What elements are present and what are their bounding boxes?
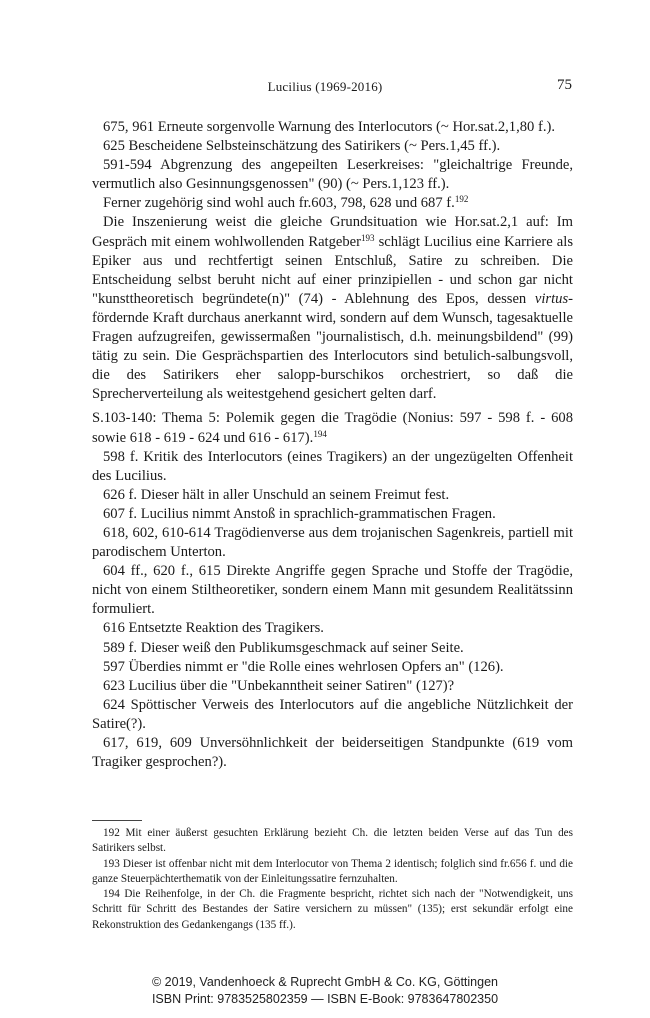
body-paragraph	[92, 505, 573, 524]
paragraph-text: 626 f. Dieser hält in aller Unschuld an seinem Freimut fest.	[103, 486, 450, 503]
body-paragraph	[92, 213, 573, 404]
paragraph-text: Ferner zugehörig sind wohl auch fr.603, 798, 628 und 687 f.	[103, 195, 455, 212]
body-paragraph	[92, 118, 573, 137]
paragraph-text: 623 Lucilius über die "Unbekanntheit seiner Satiren" (127)?	[103, 677, 455, 694]
paragraph-text: S.103-140: Thema 5: Polemik gegen die Tragödie (Nonius: 597 - 598 f. - 608 sowie 618 - 619 - 624 und 616 - 617).	[92, 410, 573, 446]
paragraph-text: 597 Überdies nimmt er "die Rolle eines wehrlosen Opfers an" (126).	[103, 658, 504, 675]
paragraph-text: schlägt Lucilius eine Karriere als Epiker aus und rechtfertigt seinen Entschluß, Satire zu schreiben. Die Entscheidung selbst beruht nicht auf einer prinzipiellen - und schon gar nicht "kunsttheoretisch begründete(n)" (74) - Ablehnung des Epos, dessen	[92, 233, 573, 307]
paragraph-text: 625 Bescheidene Selbsteinschätzung des Satirikers (~ Pers.1,45 ff.).	[103, 138, 501, 155]
paragraph-text: 624 Spöttischer Verweis des Interlocutors auf die angebliche Nützlichkeit der Satire(?).	[92, 696, 573, 732]
body-paragraph	[92, 137, 573, 156]
footnote-marker: 193	[361, 232, 375, 243]
body-paragraph	[92, 734, 573, 772]
paragraph-text: 617, 619, 609 Unversöhnlichkeit der beiderseitigen Standpunkte (619 vom Tragiker gesprochen?).	[92, 735, 573, 771]
paragraph-text: 589 f. Dieser weiß den Publikumsgeschmack auf seiner Seite.	[103, 639, 464, 656]
paragraph-text: 607 f. Lucilius nimmt Anstoß in sprachlich-grammatischen Fragen.	[103, 505, 496, 522]
copyright-notice	[0, 974, 650, 1008]
paragraph-text: 598 f. Kritik des Interlocutors (eines Tragikers) an der ungezügelten Offenheit des Lucilius.	[92, 448, 573, 484]
body-paragraph	[92, 194, 573, 213]
footnote-separator	[92, 820, 142, 821]
paragraph-text: Die Inszenierung weist die gleiche Grundsituation wie Hor.sat.2,1 auf: Im Gespräch mit einem wohlwollenden Ratgeber	[92, 214, 573, 250]
body-paragraph	[92, 486, 573, 505]
body-paragraph	[92, 658, 573, 677]
footnote: 194 Die Reihenfolge, in der Ch. die Fragmente bespricht, richtet sich nach der "Notwendigkeit, uns Schritt für Schritt des Bestandes der Satire versichern zu müssen" (135); erst sekundär erfolgt eine Rekonstruktion des Gedankengangs (135 ff.).	[92, 888, 573, 931]
footnote-marker: 194	[313, 428, 327, 439]
paragraph-text: 675, 961 Erneute sorgenvolle Warnung des Interlocutors (~ Hor.sat.2,1,80 f.).	[103, 119, 556, 135]
body-paragraph	[92, 639, 573, 658]
footnotes	[92, 826, 573, 933]
body-paragraph	[92, 156, 573, 194]
footnote: 193 Dieser ist offenbar nicht mit dem Interlocutor von Thema 2 identisch; folglich sind fr.656 f. und die ganze Steuerpächterthematik von der Einleitungssatire fernzuhalten.	[92, 857, 573, 885]
emphasis-text: virtus	[534, 290, 569, 307]
running-title: Lucilius (1969-2016)	[267, 79, 383, 94]
paragraph-text: 618, 602, 610-614 Tragödienverse aus dem trojanischen Sagenkreis, partiell mit parodischem Unterton.	[92, 524, 573, 561]
copyright-line: © 2019, Vandenhoeck & Ruprecht GmbH & Co. KG, Göttingen	[152, 975, 498, 989]
page-number: 75	[557, 77, 572, 93]
paragraph-text: 604 ff., 620 f., 615 Direkte Angriffe gegen Sprache und Stoffe der Tragödie, nicht von einem Stiltheoretiker, sondern einem Mann mit gesundem Realitätssinn formuliert.	[92, 563, 573, 618]
body-paragraph	[92, 619, 573, 638]
body-paragraph	[92, 448, 573, 486]
paragraph-text: 591-594 Abgrenzung des angepeilten Leserkreises: "gleichaltrige Freunde, vermutlich also Gesinnungsgenossen" (90) (~ Pers.1,123 ff.).	[92, 157, 573, 193]
body-paragraph	[92, 524, 573, 562]
body-paragraph	[92, 562, 573, 619]
body-paragraph	[92, 677, 573, 696]
footnote: 192 Mit einer äußerst gesuchten Erklärung bezieht Ch. die letzten beiden Verse auf das Tun des Satirikers selbst.	[92, 827, 573, 855]
body-paragraph	[92, 696, 573, 734]
paragraph-text: 616 Entsetzte Reaktion des Tragikers.	[103, 620, 324, 637]
paragraph-text: -fördernde Kraft durchaus anerkannt wird, sondern auf dem Wunsch, tagesaktuelle Fragen aufzugreifen, gewissermaßen "journalistisch, d.h. meinungsbildend" (99) tätig zu sein. Die Gesprächspartien des Interlocutors sind betulich-salbungsvoll, die des Satirikers eher salopp-burschikos orchestriert, so daß die Sprecherverteilung als weitestgehend gesichert gelten darf.	[92, 290, 573, 403]
isbn-line: ISBN Print: 9783525802359 — ISBN E-Book: 9783647802350	[151, 992, 499, 1006]
footnote-marker: 192	[454, 194, 469, 205]
body-text	[92, 118, 573, 772]
body-paragraph	[92, 409, 573, 447]
